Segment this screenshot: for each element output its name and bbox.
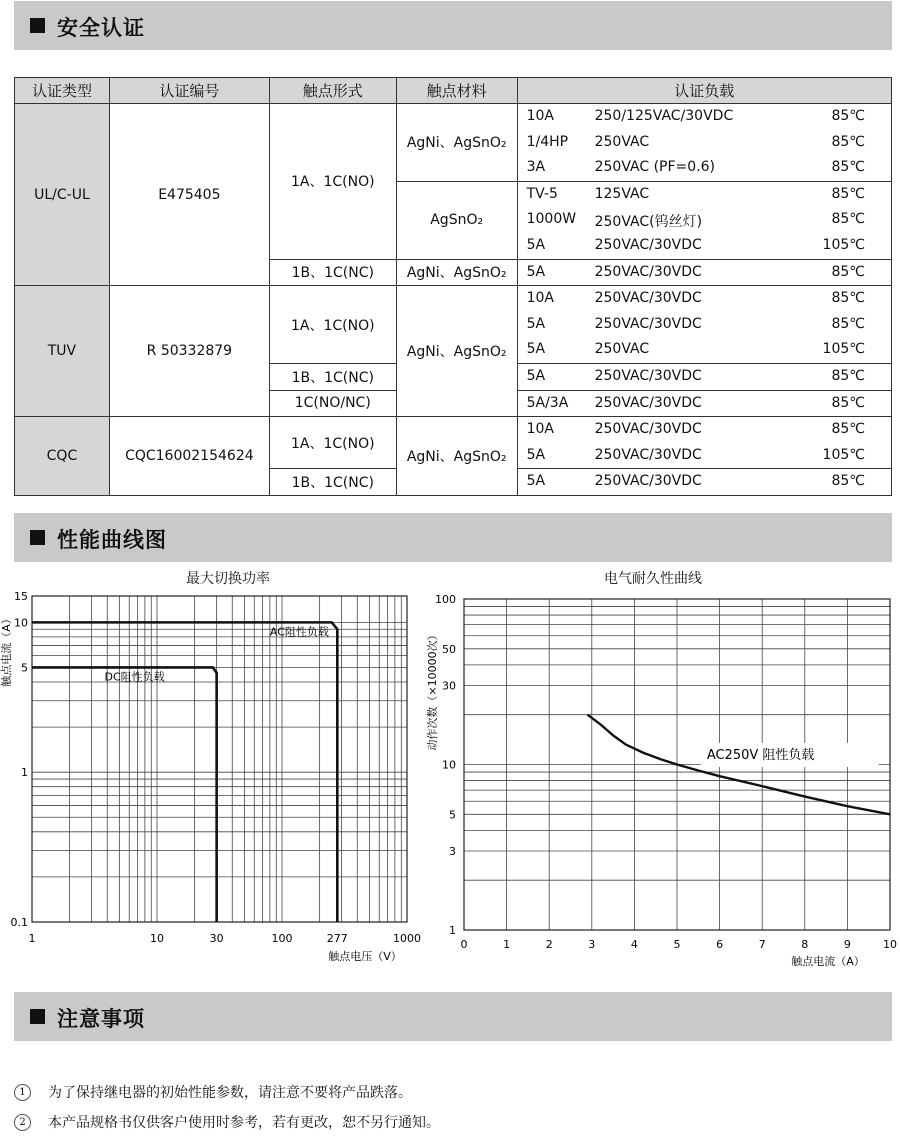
y-tick-label: 15 — [14, 590, 28, 603]
contact-form: 1A、1C(NO) — [269, 104, 396, 260]
x-tick-label: 1000 — [393, 932, 421, 945]
contact-form: 1B、1C(NC) — [269, 469, 396, 496]
y-tick-label: 30 — [442, 679, 456, 693]
x-tick-label: 1 — [28, 932, 36, 945]
contact-form: 1C(NO/NC) — [269, 390, 396, 417]
contact-material: AgNi、AgSnO₂ — [396, 286, 517, 417]
x-tick-label: 277 — [326, 932, 348, 945]
load-cell — [517, 417, 891, 469]
header-contact-form: 触点形式 — [269, 78, 396, 104]
contact-material: AgNi、AgSnO₂ — [396, 104, 517, 182]
contact-form: 1B、1C(NC) — [269, 363, 396, 390]
square-bullet-icon — [30, 18, 45, 33]
header-cert-load: 认证负载 — [517, 78, 891, 104]
x-tick-label: 100 — [271, 932, 293, 945]
contact-material: AgSnO₂ — [396, 181, 517, 259]
load-line: 1/4HP 250VAC 85℃ — [526, 133, 865, 150]
section-header-curves — [14, 513, 892, 562]
header-contact-material: 触点材料 — [396, 78, 517, 104]
table-row — [15, 104, 892, 182]
load-cell — [517, 469, 891, 496]
electrical-endurance-chart — [420, 585, 900, 970]
series-label-ac: AC阻性负载 — [269, 625, 329, 639]
load-line: 5A 250VAC/30VDC 105℃ — [526, 236, 865, 253]
table-row — [15, 417, 892, 469]
cert-number-ul: E475405 — [109, 104, 269, 286]
x-tick-label: 5 — [673, 938, 681, 951]
x-tick-label: 10 — [150, 932, 164, 945]
cert-number-tuv: R 50332879 — [109, 286, 269, 417]
x-tick-label: 6 — [716, 938, 724, 951]
load-line: 1000W 250VAC(钨丝灯) 85℃ — [526, 211, 865, 231]
load-cell — [517, 181, 891, 259]
contact-form: 1A、1C(NO) — [269, 417, 396, 469]
contact-material: AgNi、AgSnO₂ — [396, 259, 517, 286]
x-tick-label: 30 — [209, 932, 224, 945]
x-tick-label: 8 — [801, 938, 809, 951]
x-tick-label: 0 — [460, 938, 468, 951]
load-cell — [517, 390, 891, 417]
note-text: 本产品规格书仅供客户使用时参考，若有更改，恕不另行通知。 — [48, 1115, 440, 1131]
load-line: 10A 250VAC/30VDC 85℃ — [526, 421, 865, 438]
header-cert-number: 认证编号 — [109, 78, 269, 104]
y-axis-label: 触点电流（A） — [0, 613, 13, 687]
x-tick-label: 7 — [758, 938, 766, 951]
y-axis-label: 动作次数（×10000次） — [426, 629, 439, 751]
series-label-dc: DC阻性负载 — [104, 670, 165, 684]
load-line: 5A 250VAC/30VDC 85℃ — [526, 315, 865, 332]
load-line: 5A 250VAC/30VDC 85℃ — [526, 367, 865, 384]
chart-title-electrical-endurance: 电气耐久性曲线 — [604, 571, 702, 587]
load-line: 5A/3A 250VAC/30VDC 85℃ — [526, 394, 865, 411]
y-tick-label: 1 — [449, 924, 456, 937]
contact-material: AgNi、AgSnO₂ — [396, 417, 517, 496]
table-row — [15, 286, 892, 364]
certification-table — [14, 77, 892, 496]
section-title: 安全认证 — [57, 16, 145, 40]
x-tick-label: 4 — [630, 938, 638, 951]
x-tick-label: 10 — [883, 938, 897, 951]
cert-type-tuv: TUV — [15, 286, 110, 417]
y-tick-label: 50 — [442, 642, 456, 656]
note-text: 为了保持继电器的初始性能参数，请注意不要将产品跌落。 — [48, 1085, 412, 1101]
header-cert-type: 认证类型 — [15, 78, 110, 104]
load-line: 3A 250VAC (PF=0.6) 85℃ — [526, 159, 865, 176]
plot-frame — [32, 596, 407, 922]
contact-form: 1A、1C(NO) — [269, 286, 396, 364]
series-label-ac250v: AC250V 阻性负载 — [706, 747, 815, 763]
section-header-safety — [14, 1, 892, 50]
contact-form: 1B、1C(NC) — [269, 259, 396, 286]
load-line: 10A 250VAC/30VDC 85℃ — [526, 290, 865, 307]
x-tick-label: 1 — [503, 938, 511, 951]
x-axis-label: 触点电流（A） — [791, 955, 865, 968]
y-tick-label: 10 — [14, 616, 28, 630]
x-tick-label: 2 — [545, 938, 553, 951]
y-tick-label: 1 — [21, 766, 28, 780]
y-tick-label: 0.1 — [10, 916, 28, 929]
x-axis-label: 触点电压（V） — [328, 950, 402, 963]
note-number: 1 — [14, 1084, 31, 1101]
cert-type-ul: UL/C-UL — [15, 104, 110, 286]
square-bullet-icon — [30, 530, 45, 545]
load-line: TV-5 125VAC 85℃ — [526, 185, 865, 202]
note-number: 2 — [14, 1114, 31, 1131]
section-title: 注意事项 — [57, 1007, 145, 1031]
square-bullet-icon — [30, 1009, 45, 1024]
load-line: 10A 250/125VAC/30VDC 85℃ — [526, 108, 865, 124]
load-line: 5A 250VAC/30VDC 85℃ — [526, 473, 865, 490]
table-header-row — [15, 78, 892, 104]
x-tick-label: 9 — [843, 938, 851, 951]
load-cell — [517, 104, 891, 182]
cert-number-cqc: CQC16002154624 — [109, 417, 269, 496]
load-line: 5A 250VAC/30VDC 105℃ — [526, 446, 865, 463]
y-tick-label: 5 — [21, 661, 28, 675]
load-line: 5A 250VAC 105℃ — [526, 341, 865, 358]
load-cell — [517, 363, 891, 390]
max-switching-power-chart — [0, 585, 430, 970]
chart-title-max-switching-power: 最大切换功率 — [186, 571, 270, 587]
cert-type-cqc: CQC — [15, 417, 110, 496]
y-tick-label: 5 — [449, 808, 456, 822]
load-cell — [517, 259, 891, 286]
load-cell — [517, 286, 891, 364]
section-title: 性能曲线图 — [57, 528, 167, 552]
x-tick-label: 3 — [588, 938, 596, 951]
y-tick-label: 3 — [449, 845, 456, 859]
section-header-notes — [14, 992, 892, 1041]
load-line: 5A 250VAC/30VDC 85℃ — [526, 263, 865, 280]
y-tick-label: 10 — [442, 758, 456, 772]
series-line-dc — [32, 667, 217, 922]
y-tick-label: 100 — [435, 593, 456, 606]
